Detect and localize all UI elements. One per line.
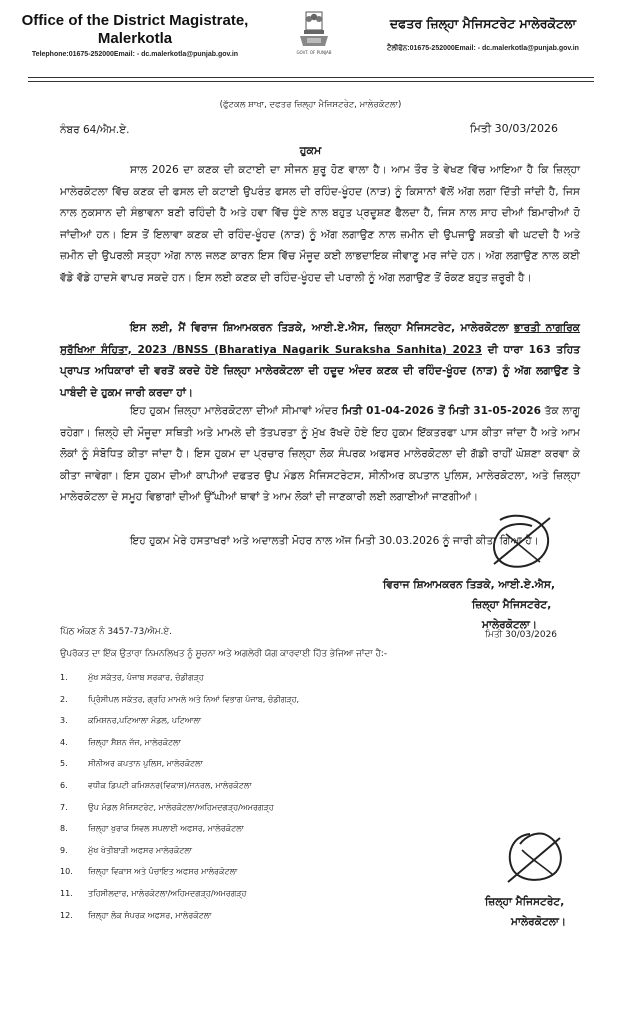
signatory-name: ਵਿਰਾਜ ਸ਼ਿਆਮਕਰਨ ਤਿੜਕੇ, ਆਈ.ਏ.ਐਸ,	[383, 579, 555, 591]
list-item: 6. ਵਧੀਕ ਡਿਪਟੀ ਕਮਿਸ਼ਨਰ(ਵਿਕਾਸ)/ਜਨਰਲ, ਮਾਲੇਰਕੋਟਲਾ	[60, 780, 252, 790]
office-city-en: Malerkotla	[97, 30, 173, 47]
paragraph-3-part-c: ਤੱਕ ਲਾਗੂ ਰਹੇਗਾ। ਜ਼ਿਲ੍ਹੇ ਦੀ ਮੌਜੂਦਾ ਸਥਿਤੀ ਅਤੇ ਮਾਮਲੇ ਦੀ ਤੱਤਪਰਤਾ ਨੂੰ ਮੁੱਖ ਰੱਖਦੇ ਹੋਏ ਇਹ ਹੁਕਮ ਇੱਕਤਰਫਾ ਪਾਸ ਕੀਤਾ ਜਾਂਦਾ ਹੈ ਅਤੇ ਆਮ ਲੋਕਾਂ ਨੂੰ ਸੰਬੋਧਿਤ ਕੀਤਾ ਜਾਂਦਾ ਹੈ। ਇਸ ਹੁਕਮ ਦਾ ਪ੍ਰਚਾਰ ਜ਼ਿਲ੍ਹਾ ਲੋਕ ਸੰਪਰਕ ਅਫਸਰ ਮਾਲੇਰਕੋਟਲਾ ਦੀ ਗੱਡੀ ਰਾਹੀਂ ਘੋਸ਼ਣਾ ਕਰਵਾ ਕੇ ਕੀਤਾ ਜਾਵੇਗਾ। ਇਸ ਹੁਕਮ ਦੀਆਂ ਕਾਪੀਆਂ ਦਫਤਰ ਉਪ ਮੰਡਲ ਮੈਜਿਸਟਰੇਟਸ, ਸੀਨੀਅਰ ਕਪਤਾਨ ਪੁਲਿਸ, ਮਾਲੇਰਕੋਟਲਾ, ਅਤੇ ਜ਼ਿਲ੍ਹਾ ਮਾਲੇਰਕੋਟਲਾ ਦੇ ਸਮੂਹ ਵਿਭਾਗਾਂ ਦੀਆਂ ਉੱਘੀਆਂ ਥਾਵਾਂ ਤੇ ਆਮ ਲੋਕਾਂ ਦੀ ਜਾਣਕਾਰੀ ਲਈ ਲਗਾਈਆਂ ਜਾਣਗੀਆਂ।	[60, 405, 580, 504]
list-item: 1. ਮੁੱਖ ਸਕੱਤਰ, ਪੰਜਾਬ ਸਰਕਾਰ, ਚੰਡੀਗੜ੍ਹ	[60, 673, 204, 682]
office-title-en: Office of the District Magistrate,	[21, 12, 249, 29]
list-item: 5. ਸੀਨੀਅਰ ਕਪਤਾਨ ਪੁਲਿਸ, ਮਾਲੇਰਕੋਟਲਾ	[60, 759, 203, 769]
order-title: ਹੁਕਮ	[299, 144, 322, 157]
endorsement-place: ਮਾਲੇਰਕੋਟਲਾ।	[511, 916, 567, 928]
header-english	[0, 12, 270, 60]
list-item: 2. ਪ੍ਰਿੰਸੀਪਲ ਸਕੱਤਰ, ਗ੍ਰਹਿ ਮਾਮਲੇ ਅਤੇ ਨਿਆਂ ਵਿਭਾਗ ਪੰਜਾਬ, ਚੰਡੀਗੜ੍ਹ,	[60, 694, 300, 704]
paragraph-2-statute: ਭਾਰਤੀ ਨਾਗਰਿਕ ਸੁਰੱਖਿਆ ਸੰਹਿਤਾ, 2023 /BNSS (Bharatiya Nagarik Suraksha Sanhita) 2023	[60, 322, 580, 356]
paragraph-2-part-c: ਦੀ ਧਾਰਾ 163 ਤਹਿਤ ਪ੍ਰਾਪਤ ਅਧਿਕਾਰਾਂ ਦੀ ਵਰਤੋਂ ਕਰਦੇ ਹੋਏ ਜ਼ਿਲ੍ਹਾ ਮਾਲੇਰਕੋਟਲਾ ਦੀ ਹਦੂਦ ਅੰਦਰ ਕਣਕ ਦੀ ਰਹਿੰਦ-ਖੂੰਹਦ (ਨਾੜ) ਨੂੰ ਅੱਗ ਲਗਾਉਣ ਤੇ ਪਾਬੰਦੀ ਦੇ ਹੁਕਮ ਜਾਰੀ ਕਰਦਾ ਹਾਂ।	[60, 343, 580, 399]
order-paragraph-2	[60, 318, 580, 404]
list-item: 9. ਮੁੱਖ ਖੇਤੀਬਾੜੀ ਅਫਸਰ ਮਾਲੇਰਕੋਟਲਾ	[60, 845, 193, 855]
list-item: 12. ਜ਼ਿਲ੍ਹਾ ਲੋਕ ਸੰਪਰਕ ਅਫਸਰ, ਮਾਲੇਰਕੋਟਲਾ	[60, 910, 212, 920]
endorsement-designation: ਜ਼ਿਲ੍ਹਾ ਮੈਜਿਸਟਰੇਟ,	[485, 896, 565, 908]
office-contact-en: Telephone:01675-252000Email: - dc.malerkotla@punjab.gov.in	[31, 51, 239, 58]
list-item: 4. ਜ਼ਿਲ੍ਹਾ ਸੈਸ਼ਨ ਜੱਜ, ਮਾਲੇਰਕੋਟਲਾ	[60, 737, 181, 747]
signature-mark	[488, 512, 558, 574]
office-contact-pa: ਟੈਲੀਫੋਨ:01675-252000Email: - dc.malerkotla@punjab.gov.in	[387, 45, 579, 52]
endorsement-number: ਪਿੱਠ ਅੰਕਣ ਨੰ 3457-73/ਐਮ.ਏ.	[60, 627, 172, 637]
header-divider-bottom	[28, 81, 594, 82]
branch-line: (ਫੁੱਟਕਲ ਸ਼ਾਖਾ, ਦਫਤਰ ਜ਼ਿਲ੍ਹਾ ਮੈਜਿਸਟਰੇਟ, ਮਾਲੇਰਕੋਟਲਾ)	[219, 100, 402, 110]
signatory-place: ਮਾਲੇਰਕੋਟਲਾ।	[482, 619, 538, 631]
paragraph-2-part-a: ਇਸ ਲਈ, ਮੈਂ ਵਿਰਾਜ ਸ਼ਿਆਮਕਰਨ ਤਿੜਕੇ, ਆਈ.ਏ.ਐਸ, ਜ਼ਿਲ੍ਹਾ ਮੈਜਿਸਟਰੇਟ, ਮਾਲੇਰਕੋਟਲਾ	[130, 322, 515, 334]
signature-mark-endorsement	[500, 828, 570, 888]
paragraph-4-text: ਇਹ ਹੁਕਮ ਮੇਰੇ ਹਸਤਾਖਰਾਂ ਅਤੇ ਅਦਾਲਤੀ ਮੋਹਰ ਨਾਲ ਅੱਜ ਮਿਤੀ 30.03.2026 ਨੂੰ ਜਾਰੀ ਕੀਤਾ ਗਿਆ ਹੈ।	[130, 535, 539, 547]
order-paragraph-1	[60, 160, 580, 290]
paragraph-3-part-a: ਇਹ ਹੁਕਮ ਜ਼ਿਲ੍ਹਾ ਮਾਲੇਰਕੋਟਲਾ ਦੀਆਂ ਸੀਮਾਵਾਂ ਅੰਦਰ	[130, 405, 342, 417]
signatory-designation: ਜ਼ਿਲ੍ਹਾ ਮੈਜਿਸਟਰੇਟ,	[472, 599, 552, 611]
list-item: 10. ਜ਼ਿਲ੍ਹਾ ਵਿਕਾਸ ਅਤੇ ਪੰਚਾਇਤ ਅਫਸਰ ਮਾਲੇਰਕੋਟਲਾ	[60, 867, 238, 877]
state-emblem-icon	[292, 10, 336, 60]
copy-recipient-list	[60, 667, 440, 926]
order-date: ਮਿਤੀ 30/03/2026	[470, 122, 559, 135]
list-item: 7. ਉਪ ਮੰਡਲ ਮੈਜਿਸਟਰੇਟ, ਮਾਲੇਰਕੋਟਲਾ/ਅਹਿਮਦਗੜ੍ਹ/ਅਮਰਗੜ੍ਹ	[60, 802, 274, 812]
list-item: 8. ਜ਼ਿਲ੍ਹਾ ਖੁਰਾਕ ਸਿਵਲ ਸਪਲਾਈ ਅਫਸਰ, ਮਾਲੇਰਕੋਟਲਾ	[60, 824, 244, 834]
header-divider-top	[28, 77, 594, 78]
paragraph-3-dates: ਮਿਤੀ 01-04-2026 ਤੋਂ ਮਿਤੀ 31-05-2026	[341, 405, 541, 417]
copy-forwarded-line: ਉਪਰੋਕਤ ਦਾ ਇੱਕ ਉਤਾਰਾ ਨਿਮਨਲਿਖਤ ਨੂੰ ਸੂਚਨਾ ਅਤੇ ਅਗਲੇਰੀ ਯੋਗ ਕਾਰਵਾਈ ਹਿੱਤ ਭੇਜਿਆ ਜਾਂਦਾ ਹੈ:-	[60, 649, 388, 659]
paragraph-1-text: ਸਾਲ 2026 ਦਾ ਕਣਕ ਦੀ ਕਟਾਈ ਦਾ ਸੀਜਨ ਸ਼ੁਰੂ ਹੋਣ ਵਾਲਾ ਹੈ। ਆਮ ਤੌਰ ਤੇ ਵੇਖਣ ਵਿੱਚ ਆਇਆ ਹੈ ਕਿ ਜ਼ਿਲ੍ਹਾ ਮਾਲੇਰਕੋਟਲਾ ਵਿੱਚ ਕਣਕ ਦੀ ਫਸਲ ਦੀ ਕਟਾਈ ਉਪਰੰਤ ਫਸਲ ਦੀ ਰਹਿੰਦ-ਖੂੰਹਦ (ਨਾੜ) ਨੂੰ ਕਿਸਾਨਾਂ ਵੱਲੋਂ ਅੱਗ ਲਗਾ ਦਿੱਤੀ ਜਾਂਦੀ ਹੈ, ਜਿਸ ਨਾਲ ਨੁਕਸਾਨ ਦੀ ਸੰਭਾਵਨਾ ਬਣੀ ਰਹਿੰਦੀ ਹੈ ਅਤੇ ਹਵਾ ਵਿੱਚ ਧੂੰਏ ਨਾਲ ਬਹੁਤ ਪ੍ਰਦੂਸ਼ਣ ਫੈਲਦਾ ਹੈ, ਜਿਸ ਨਾਲ ਸਾਹ ਦੀਆਂ ਬਿਮਾਰੀਆਂ ਹੋ ਜਾਂਦੀਆਂ ਹਨ। ਇਸ ਤੋਂ ਇਲਾਵਾ ਕਣਕ ਦੀ ਰਹਿੰਦ-ਖੂੰਹਦ (ਨਾੜ) ਨੂੰ ਅੱਗ ਲਗਾਉਣ ਨਾਲ ਜ਼ਮੀਨ ਦੀ ਉਪਜਾਊ ਸ਼ਕਤੀ ਵੀ ਘਟਦੀ ਹੈ ਅਤੇ ਜ਼ਮੀਨ ਦੀ ਉਪਰਲੀ ਸਤ੍ਹਾ ਅੱਗ ਨਾਲ ਜਲਣ ਕਾਰਨ ਇਸ ਵਿੱਚ ਮੌਜੂਦ ਕਈ ਲਾਭਦਾਇਕ ਜੀਵਾਣੂ ਮਰ ਜਾਂਦੇ ਹਨ। ਅੱਗ ਲਗਾਉਣ ਨਾਲ ਕਈ ਵੱਡੇ ਵੱਡੇ ਹਾਦਸੇ ਵਾਪਰ ਸਕਦੇ ਹਨ। ਇਸ ਲਈ ਕਣਕ ਦੀ ਰਹਿੰਦ-ਖੂੰਹਦ ਦੀ ਪਰਾਲੀ ਨੂੰ ਅੱਗ ਲਗਾਉਣ ਤੋਂ ਰੋਕਣ ਬਹੁਤ ਜ਼ਰੂਰੀ ਹੈ।	[60, 164, 580, 284]
office-title-pa: ਦਫਤਰ ਜ਼ਿਲ੍ਹਾ ਮੈਜਿਸਟਰੇਟ ਮਾਲੇਰਕੋਟਲਾ	[389, 16, 577, 31]
endorsement-date: ਮਿਤੀ 30/03/2026	[485, 630, 558, 640]
order-paragraph-3	[60, 401, 580, 509]
header-punjabi	[348, 12, 618, 54]
order-number: ਨੰਬਰ 64/ਐਮ.ਏ.	[60, 124, 130, 136]
list-item: 11. ਤਹਿਸੀਲਦਾਰ, ਮਾਲੇਰਕੋਟਲਾ/ਅਹਿਮਦਗੜ੍ਹ/ਅਮਰਗੜ੍ਹ	[60, 888, 247, 898]
emblem-caption: GOVT. OF PUNJAB	[296, 50, 332, 55]
list-item: 3. ਕਮਿਸ਼ਨਰ,ਪਟਿਆਲਾ ਮੰਡਲ, ਪਟਿਆਲਾ	[60, 716, 202, 726]
